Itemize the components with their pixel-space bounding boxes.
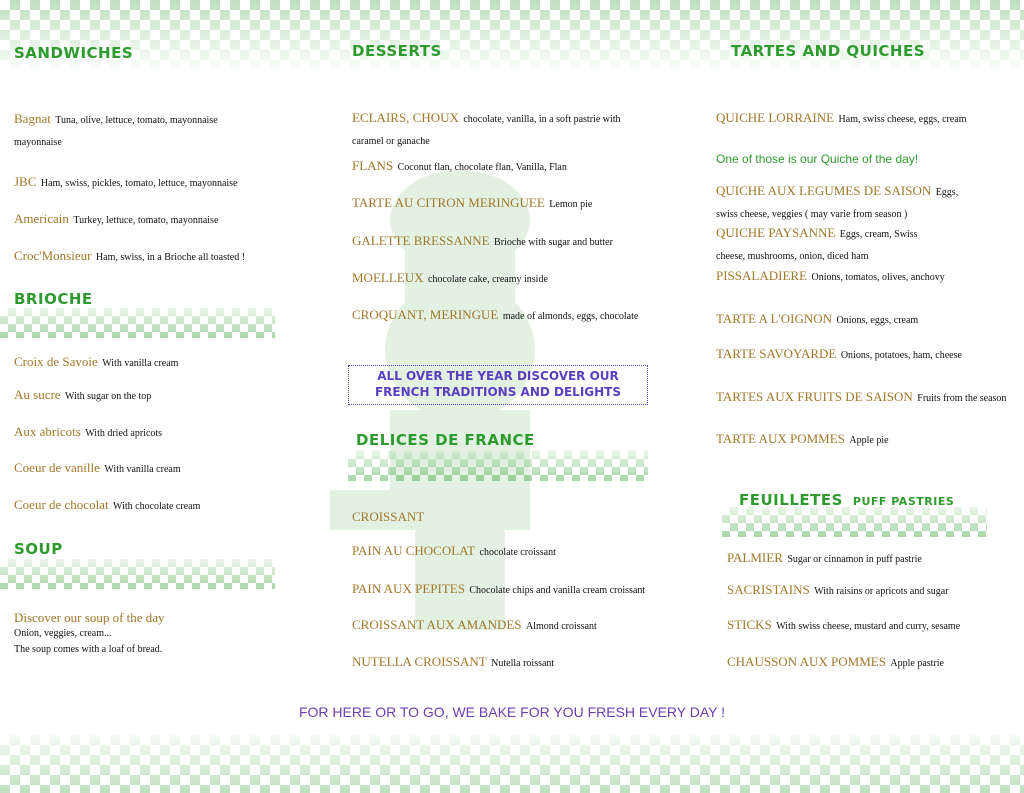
item-name: Croix de Savoie xyxy=(14,354,98,369)
delices-heading: DELICES DE FRANCE xyxy=(356,431,535,449)
item-desc: Fruits from the season xyxy=(917,393,1007,404)
menu-item-galette-bressanne xyxy=(352,230,613,252)
feuilletes-checker-band xyxy=(722,507,987,537)
soup-checker-band xyxy=(0,559,275,589)
item-desc: Lemon pie xyxy=(549,199,593,210)
item-desc: With sugar on the top xyxy=(65,391,152,402)
menu-item-croquant-meringue xyxy=(352,304,638,326)
item-name: QUICHE AUX LEGUMES DE SAISON xyxy=(716,183,932,198)
soup-heading: SOUP xyxy=(14,540,63,558)
item-name: QUICHE LORRAINE xyxy=(716,110,835,125)
item-desc: Chocolate chips and vanilla cream croissant xyxy=(469,585,646,596)
menu-item-pain-au-chocolat xyxy=(352,540,556,562)
menu-item-croissant xyxy=(352,506,424,528)
item-name: CROQUANT, MERINGUE xyxy=(352,307,499,322)
menu-item-tarte-au-citron xyxy=(352,192,592,214)
item-name: PAIN AU CHOCOLAT xyxy=(352,543,476,558)
menu-item-tarte-savoyarde xyxy=(716,343,962,365)
menu-item-sticks xyxy=(727,614,960,636)
item-name: PALMIER xyxy=(727,550,783,565)
feuilletes-heading xyxy=(739,491,954,509)
item-desc: Apple pie xyxy=(849,435,889,446)
footer-tagline: FOR HERE OR TO GO, WE BAKE FOR YOU FRESH EVERY DAY ! xyxy=(298,704,726,720)
menu-item-sacristains xyxy=(727,579,949,601)
menu-item-americain xyxy=(14,208,218,230)
item-desc: Ham, swiss cheese, eggs, cream xyxy=(838,114,967,125)
menu-item-bagnat xyxy=(14,108,254,153)
item-desc: Almond croissant xyxy=(525,621,597,632)
menu-item-moelleux xyxy=(352,267,548,289)
menu-item-coeur-de-chocolat xyxy=(14,494,200,516)
item-desc: Coconut flan, chocolate flan, Vanilla, Flan xyxy=(397,162,567,173)
soup-bread-note: The soup comes with a loaf of bread. xyxy=(14,644,163,655)
item-name: ECLAIRS, CHOUX xyxy=(352,110,459,125)
brioche-checker-band xyxy=(0,308,275,338)
item-desc: Nutella roissant xyxy=(491,658,555,669)
menu-item-tarte-aux-pommes xyxy=(716,428,889,450)
menu-item-pain-aux-pepites xyxy=(352,578,645,600)
item-name: FLANS xyxy=(352,158,394,173)
item-desc: chocolate, vanilla, in a soft pastrie with caramel or ganache xyxy=(352,114,621,148)
item-name: PISSALADIERE xyxy=(716,268,808,283)
menu-item-flans xyxy=(352,155,567,177)
item-name: Croc'Monsieur xyxy=(14,248,92,263)
menu-item-aux-abricots xyxy=(14,421,162,443)
traditions-promo-box xyxy=(348,365,648,405)
item-name: TARTES AUX FRUITS DE SAISON xyxy=(716,389,913,404)
menu-item-tarte-a-l-oignon xyxy=(716,308,918,330)
item-name: TARTE AUX POMMES xyxy=(716,431,845,446)
item-desc: Brioche with sugar and butter xyxy=(494,237,613,248)
item-desc: Eggs, cream, Swiss cheese, mushrooms, onion, diced ham xyxy=(716,229,918,263)
item-desc: Onions, eggs, cream xyxy=(836,315,919,326)
menu-item-quiche-paysanne xyxy=(716,222,936,267)
item-name: Aux abricots xyxy=(14,424,81,439)
item-desc: Ham, swiss, in a Brioche all toasted ! xyxy=(95,252,246,263)
item-desc: Sugar or cinnamon in puff pastrie xyxy=(787,554,922,565)
item-name: CROISSANT xyxy=(352,509,425,524)
menu-item-jbc xyxy=(14,171,238,193)
soup-description: Onion, veggies, cream... xyxy=(14,628,112,639)
item-name: CROISSANT AUX AMANDES xyxy=(352,617,522,632)
bottom-checker-band xyxy=(0,735,1024,793)
item-desc: Apple pastrie xyxy=(890,658,944,669)
item-desc: Tuna, olive, lettuce, tomato, mayonnaise mayonnaise xyxy=(14,115,218,149)
item-desc: With vanilla cream xyxy=(102,358,179,369)
item-name: TARTE A L'OIGNON xyxy=(716,311,833,326)
item-desc: Eggs, swiss cheese, veggies ( may varie from season ) xyxy=(716,187,959,221)
item-name: SACRISTAINS xyxy=(727,582,810,597)
promo-line-1: ALL OVER THE YEAR DISCOVER OUR xyxy=(377,369,619,383)
item-name: GALETTE BRESSANNE xyxy=(352,233,490,248)
menu-item-quiche-aux-legumes xyxy=(716,180,961,225)
menu-item-tartes-aux-fruits xyxy=(716,386,1006,408)
menu-item-coeur-de-vanille xyxy=(14,457,181,479)
item-name: Coeur de chocolat xyxy=(14,497,109,512)
menu-item-pissaladiere xyxy=(716,265,945,287)
item-name: MOELLEUX xyxy=(352,270,424,285)
item-name: PAIN AUX PEPITES xyxy=(352,581,465,596)
menu-item-croc-monsieur xyxy=(14,245,245,267)
item-desc: Turkey, lettuce, tomato, mayonnaise xyxy=(73,215,219,226)
item-name: TARTE SAVOYARDE xyxy=(716,346,837,361)
item-desc: Ham, swiss, pickles, tomato, lettuce, mayonnaise xyxy=(40,178,238,189)
item-desc: With chocolate cream xyxy=(113,501,201,512)
item-desc: chocolate croissant xyxy=(479,547,556,558)
menu-item-chausson-aux-pommes xyxy=(727,651,944,673)
item-name: Discover our soup of the day xyxy=(14,610,165,625)
brioche-heading: BRIOCHE xyxy=(14,290,93,308)
item-name: Coeur de vanille xyxy=(14,460,100,475)
feuilletes-subtitle: PUFF PASTRIES xyxy=(852,495,955,508)
item-desc: With raisins or apricots and sugar xyxy=(814,586,949,597)
menu-item-quiche-lorraine xyxy=(716,107,967,129)
item-name: TARTE AU CITRON MERINGUEE xyxy=(352,195,545,210)
tartes-quiches-heading: TARTES AND QUICHES xyxy=(731,42,926,60)
item-name: NUTELLA CROISSANT xyxy=(352,654,487,669)
item-desc: chocolate cake, creamy inside xyxy=(427,274,548,285)
item-desc: With vanilla cream xyxy=(104,464,181,475)
item-name: STICKS xyxy=(727,617,772,632)
item-name: Bagnat xyxy=(14,111,51,126)
item-name: JBC xyxy=(14,174,37,189)
item-name: Au sucre xyxy=(14,387,61,402)
menu-item-au-sucre xyxy=(14,384,151,406)
feuilletes-title: FEUILLETES xyxy=(739,491,843,509)
item-name: QUICHE PAYSANNE xyxy=(716,225,836,240)
menu-item-croix-de-savoie xyxy=(14,351,178,373)
item-desc: Onions, tomatos, olives, anchovy xyxy=(811,272,945,283)
quiche-of-the-day-note: One of those is our Quiche of the day! xyxy=(716,152,919,166)
item-desc: made of almonds, eggs, chocolate xyxy=(502,311,639,322)
desserts-heading: DESSERTS xyxy=(352,42,442,60)
promo-line-2: FRENCH TRADITIONS AND DELIGHTS xyxy=(374,385,622,399)
item-desc: With dried apricots xyxy=(85,428,163,439)
item-name: Americain xyxy=(14,211,69,226)
menu-item-palmier xyxy=(727,547,922,569)
item-desc: Onions, potatoes, ham, cheese xyxy=(840,350,962,361)
menu-item-eclairs-choux xyxy=(352,107,627,152)
item-name: CHAUSSON AUX POMMES xyxy=(727,654,886,669)
menu-item-croissant-aux-amandes xyxy=(352,614,597,636)
sandwiches-heading: SANDWICHES xyxy=(14,44,134,62)
item-desc: With swiss cheese, mustard and curry, sesame xyxy=(776,621,961,632)
menu-item-nutella-croissant xyxy=(352,651,554,673)
